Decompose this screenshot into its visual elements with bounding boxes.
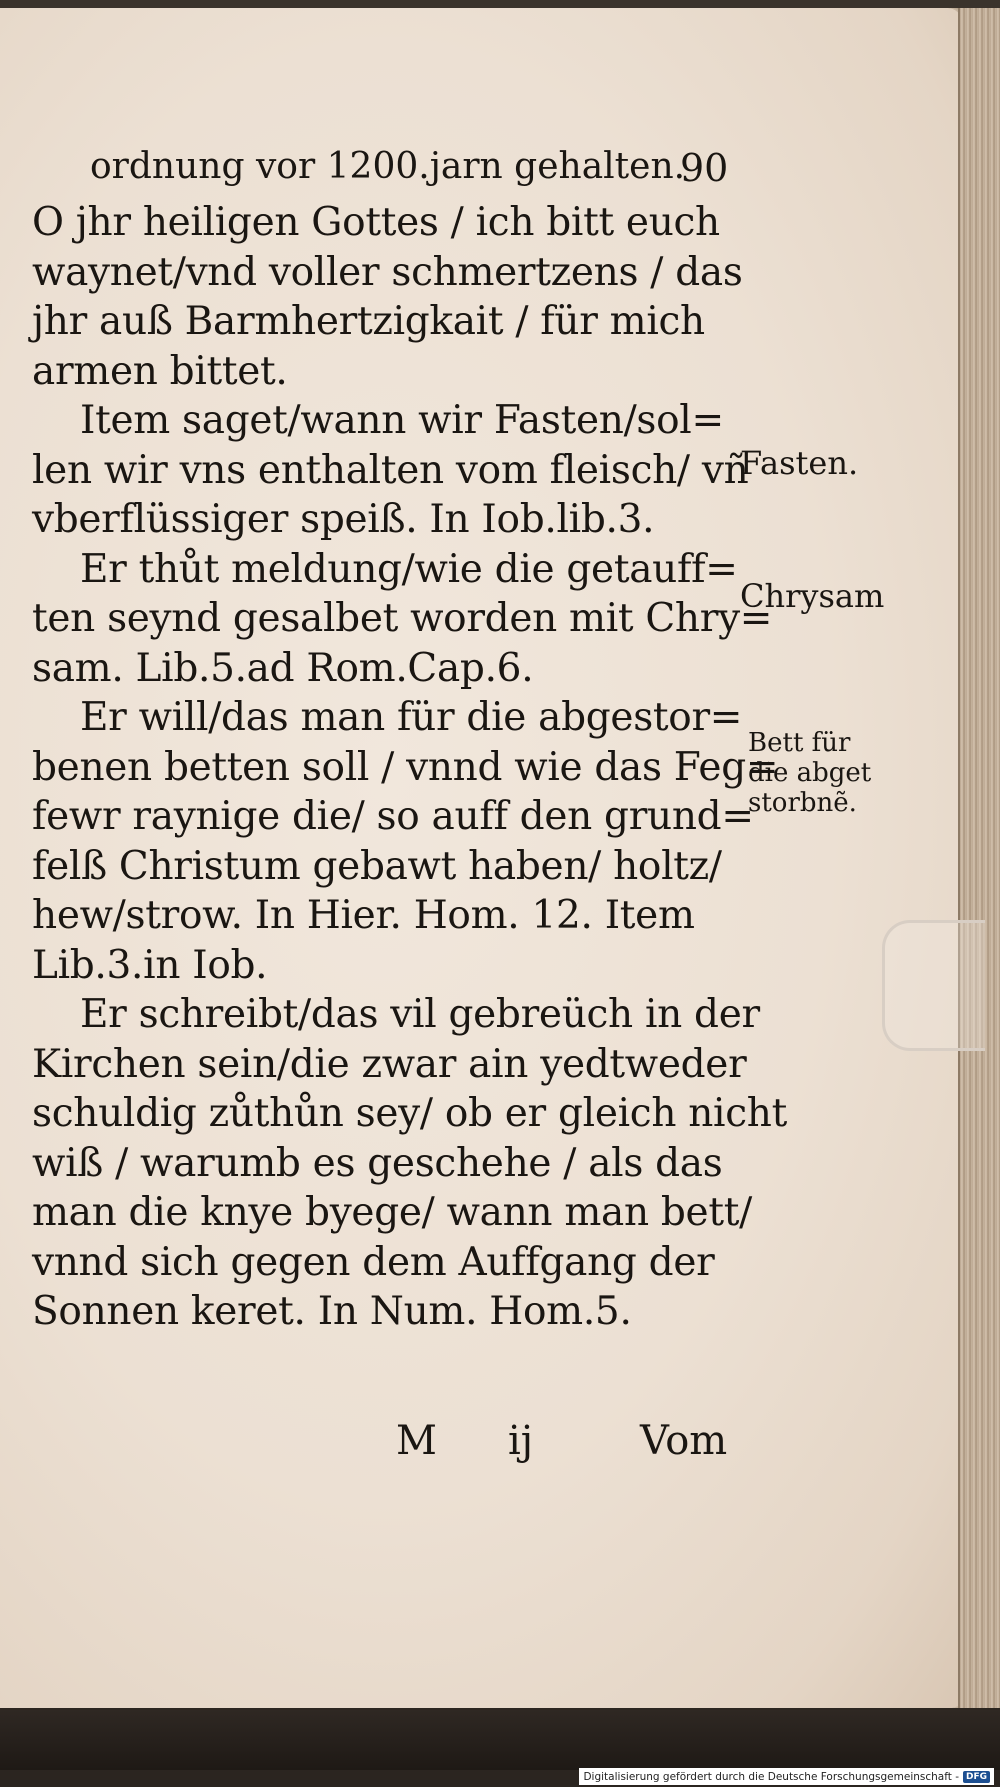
text-line: sam. Lib.5.ad Rom.Cap.6. <box>32 645 534 691</box>
margin-note-line: die abget <box>748 758 872 788</box>
dfg-logo-icon: DFG <box>963 1771 990 1783</box>
signature-mark: M <box>396 1418 437 1464</box>
text-line: wiß / warumb es geschehe / als das <box>32 1140 723 1186</box>
text-line: Er will/das man für die abgestor= <box>80 695 743 740</box>
margin-note-bett <box>748 728 871 818</box>
text-line: Er schreibt/das vil gebreüch in der <box>80 992 760 1037</box>
body-text <box>32 198 787 1337</box>
text-line: felß Christum gebawt haben/ holtz/ <box>32 843 722 889</box>
page-fore-edge <box>958 8 1000 1708</box>
text-line: Item saget/wann wir Fasten/sol= <box>80 398 724 443</box>
digitization-credit <box>579 1768 994 1785</box>
margin-note-line: Bett für <box>748 728 851 758</box>
text-line: vberflüssiger speiß. In Iob.lib.3. <box>32 497 655 542</box>
credit-text: Digitalisierung gefördert durch die Deutsche Forschungsgemeinschaft - <box>583 1770 959 1783</box>
text-line: fewr raynige die/ so auff den grund= <box>32 794 754 839</box>
text-line: jhr auß Barmhertzigkait / für mich <box>32 299 705 344</box>
book-clip <box>882 920 985 1051</box>
catchword: Vom <box>640 1418 728 1464</box>
text-line: O jhr heiligen Gottes / ich bitt euch <box>32 200 720 245</box>
signature-number: ij <box>508 1418 534 1464</box>
text-line: benen betten soll / vnnd wie das Feg= <box>32 744 779 790</box>
margin-note-fasten: Fasten. <box>740 444 859 482</box>
text-line: Lib.3.in Iob. <box>32 942 268 988</box>
text-line: Kirchen sein/die zwar ain yedtweder <box>32 1041 747 1087</box>
text-line: waynet/vnd voller schmertzens / das <box>32 249 743 295</box>
margin-note-line: storbnẽ. <box>748 788 857 818</box>
scan-bottom-band <box>0 1710 1000 1770</box>
text-line: len wir vns enthalten vom fleisch/ vñ <box>32 447 749 493</box>
folio-number: 90 <box>680 146 729 190</box>
margin-note-chrysam: Chrysam <box>740 577 885 615</box>
text-line: hew/strow. In Hier. Hom. 12. Item <box>32 893 695 938</box>
running-head: ordnung vor 1200.jarn gehalten. <box>90 146 686 187</box>
text-line: schuldig zůthůn sey/ ob er gleich nicht <box>32 1091 787 1136</box>
text-line: Sonnen keret. In Num. Hom.5. <box>32 1289 632 1334</box>
text-line: armen bittet. <box>32 348 288 394</box>
text-line: ten seynd gesalbet worden mit Chry= <box>32 596 773 641</box>
text-line: Er thůt meldung/wie die getauff= <box>80 546 738 592</box>
text-line: man die knye byege/ wann man bett/ <box>32 1190 752 1235</box>
text-line: vnnd sich gegen dem Auffgang der <box>32 1239 715 1285</box>
